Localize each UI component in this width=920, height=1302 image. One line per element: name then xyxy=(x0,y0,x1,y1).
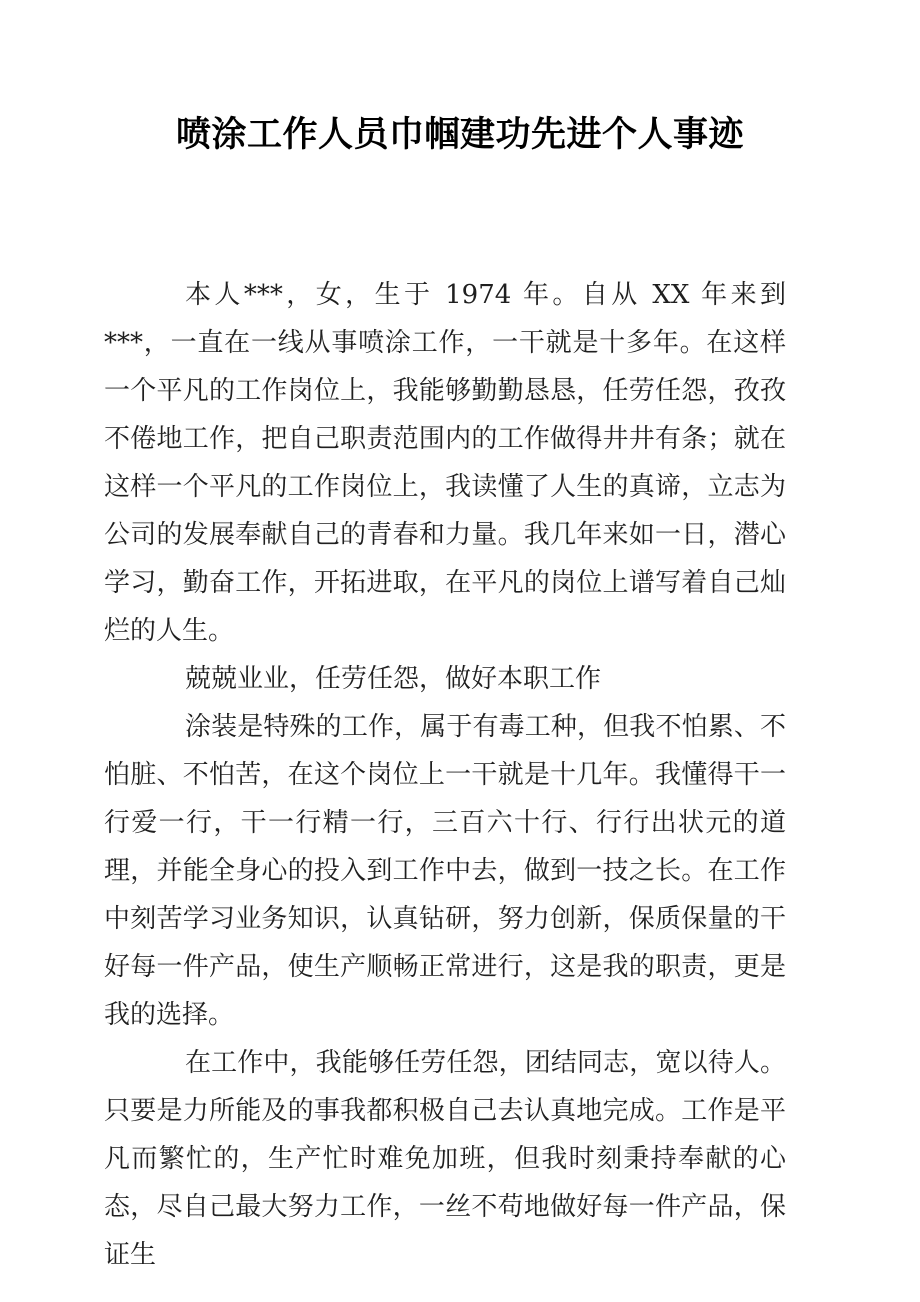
paragraph-intro: 本人***，女，生于 1974 年。自从 XX 年来到***，一直在一线从事喷涂工作，一干就是十多年。在这样一个平凡的工作岗位上，我能够勤勤恳恳，任劳任怨，孜孜不倦地工作，把自己职责范围内的工作做得井井有条；就在这样一个平凡的工作岗位上，我读懂了人生的真谛，立志为公司的发展奉献自己的青春和力量。我几年来如一日，潜心学习，勤奋工作，开拓进取，在平凡的岗位上谱写着自己灿烂的人生。 xyxy=(104,280,786,646)
document-body xyxy=(104,271,786,1279)
paragraph-teamwork: 在工作中，我能够任劳任怨，团结同志，宽以待人。只要是力所能及的事我都积极自己去认真地完成。工作是平凡而繁忙的，生产忙时难免加班，但我时刻秉持奉献的心态，尽自己最大努力工作，一丝不苟地做好每一件产品，保证生 xyxy=(104,1048,786,1270)
document-title: 喷涂工作人员巾帼建功先进个人事迹 xyxy=(175,115,744,155)
paragraph-work-ethic: 涂装是特殊的工作，属于有毒工种，但我不怕累、不怕脏、不怕苦，在这个岗位上一干就是十几年。我懂得干一行爱一行，干一行精一行，三百六十行、行行出状元的道理，并能全身心的投入到工作中去，做到一技之长。在工作中刻苦学习业务知识，认真钻研，努力创新，保质保量的干好每一件产品，使生产顺畅正常进行，这是我的职责，更是我的选择。 xyxy=(104,712,786,1030)
section-heading-dedication: 兢兢业业，任劳任怨，做好本职工作 xyxy=(185,664,602,694)
